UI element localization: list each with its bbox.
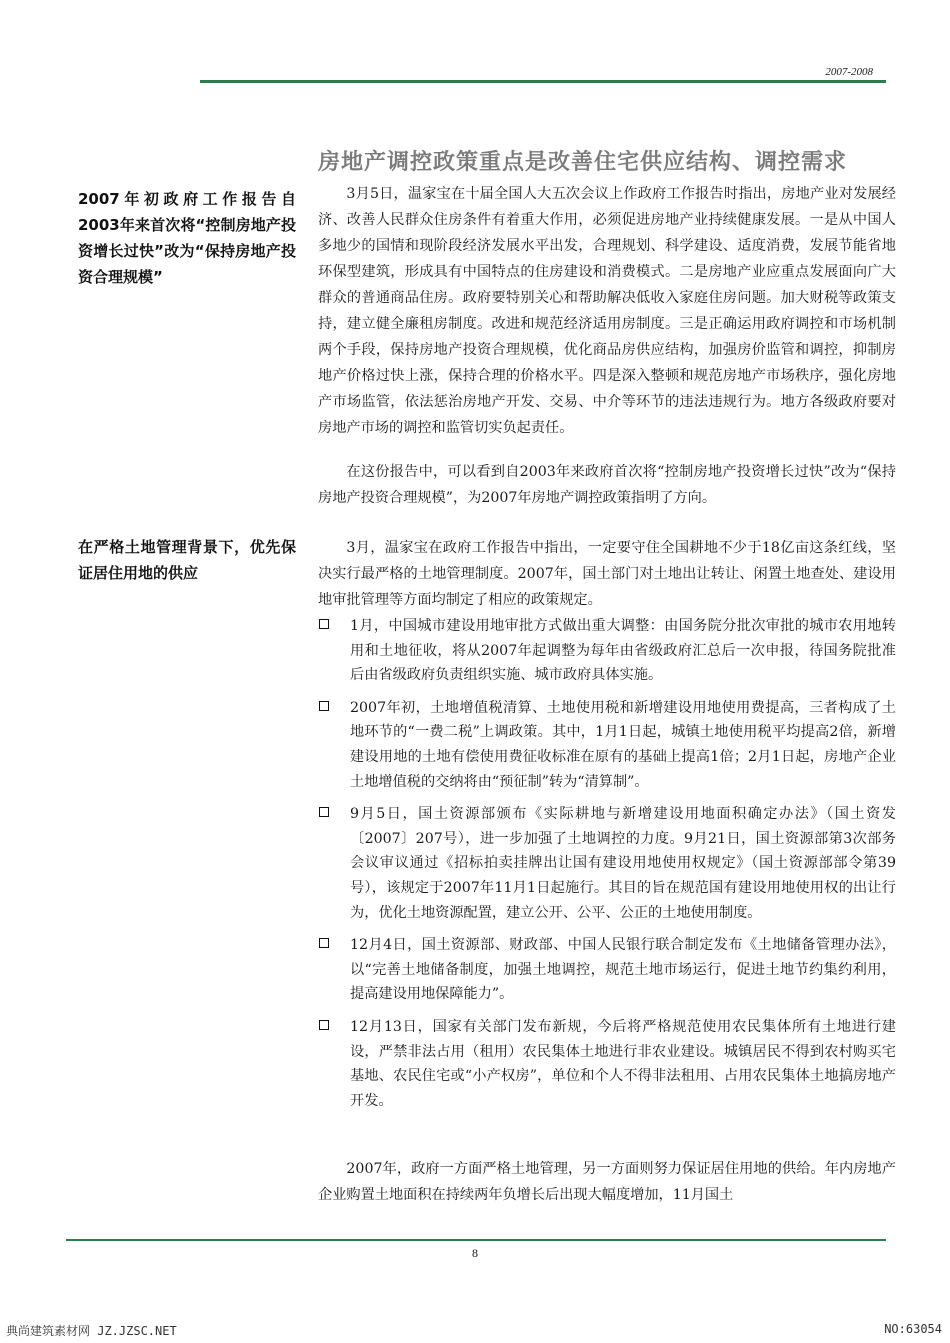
body-paragraph-1 <box>318 181 896 441</box>
sidebar-note-2: 在严格土地管理背景下，优先保证居住用地的供应 <box>78 538 296 582</box>
list-item <box>318 933 896 1007</box>
checkbox-square-icon <box>319 619 329 629</box>
checkbox-square-icon <box>319 701 329 711</box>
list-item-text: 2007年初，土地增值税清算、土地使用税和新增建设用地使用费提高，三者构成了土地环节的“一费二税”上调政策。其中，1月1日起，城镇土地使用税平均提高2倍，新增建设用地的土地有偿使用费征收标准在原有的基础上提高1倍；2月1日起，房地产企业土地增值税的交纳将由“预征制”转为“清算制”。 <box>350 699 896 790</box>
list-item <box>318 1015 896 1113</box>
list-item-text: 1月，中国城市建设用地审批方式做出重大调整：由国务院分批次审批的城市农用地转用和土地征收，将从2007年起调整为每年由省级政府汇总后一次申报，待国务院批准后由省级政府负责组织实施、城市政府具体实施。 <box>350 618 896 684</box>
checkbox-square-icon <box>319 807 329 817</box>
watermark-right: NO:63054 <box>884 1322 942 1336</box>
list-item-text: 12月13日，国家有关部门发布新规，今后将严格规范使用农民集体所有土地进行建设，严禁非法占用（租用）农民集体土地进行非农业建设。城镇居民不得到农村购买宅基地、农民住宅或“小产权房”，单位和个人不得非法租用、占用农民集体土地搞房地产开发。 <box>350 1018 896 1109</box>
list-item <box>318 802 896 925</box>
paragraph-text: 在这份报告中，可以看到自2003年来政府首次将“控制房地产投资增长过快”改为“保持房地产投资合理规模”，为2007年房地产调控政策指明了方向。 <box>318 464 896 506</box>
list-item-text: 12月4日，国土资源部、财政部、中国人民银行联合制定发布《土地储备管理办法》，以“完善土地储备制度，加强土地调控，规范土地市场运行，促进土地节约集约利用，提高建设用地保障能力”。 <box>350 937 896 1003</box>
header-rule <box>200 80 886 83</box>
paragraph-text: 2007年，政府一方面严格土地管理，另一方面则努力保证居住用地的供给。年内房地产企业购置土地面积在持续两年负增长后出现大幅度增加，11月国土 <box>318 1161 896 1203</box>
paragraph-text: 3月5日，温家宝在十届全国人大五次会议上作政府工作报告时指出，房地产业对发展经济、改善人民群众住房条件有着重大作用，必须促进房地产业持续健康发展。一是从中国人多地少的国情和现阶段经济发展水平出发，合理规划、科学建设、适度消费，发展节能省地环保型建筑，形成具有中国特点的住房建设和消费模式。二是房地产业应重点发展面向广大群众的普通商品住房。政府要特别关心和帮助解决低收入家庭住房问题。加大财税等政策支持，建立健全廉租房制度。改进和规范经济适用房制度。三是正确运用政府调控和市场机制两个手段，保持房地产投资合理规模，优化商品房供应结构，加强房价监管和调控，抑制房地产价格过快上涨，保持合理的价格水平。四是深入整顿和规范房地产市场秩序，强化房地产市场监管，依法惩治房地产开发、交易、中介等环节的违法违规行为。地方各级政府要对房地产市场的调控和监管切实负起责任。 <box>318 186 896 436</box>
footer-rule <box>66 1239 886 1241</box>
header-year: 2007-2008 <box>825 66 873 78</box>
watermark-left: 典尚建筑素材网 JZ.JZSC.NET <box>6 1324 177 1338</box>
checkbox-square-icon <box>319 938 329 948</box>
policy-bullet-list <box>318 614 896 1121</box>
list-item <box>318 614 896 688</box>
body-paragraph-2 <box>318 459 896 511</box>
paragraph-text: 3月，温家宝在政府工作报告中指出，一定要守住全国耕地不少于18亿亩这条红线，坚决实行最严格的土地管理制度。2007年，国土部门对土地出让转让、闲置土地查处、建设用地审批管理等方面均制定了相应的政策规定。 <box>318 540 896 608</box>
list-item-text: 9月5日，国土资源部颁布《实际耕地与新增建设用地面积确定办法》（国土资发〔2007〕207号），进一步加强了土地调控的力度。9月21日，国土资源部第3次部务会议审议通过《招标拍卖挂牌出让国有建设用地使用权规定》（国土资源部部令第39号），该规定于2007年11月1日起施行。其目的旨在规范国有建设用地使用权的出让行为，优化土地资源配置，建立公开、公平、公正的土地使用制度。 <box>350 806 896 921</box>
checkbox-square-icon <box>319 1020 329 1030</box>
list-item <box>318 696 896 794</box>
sidebar-note-1: 2007年初政府工作报告自2003年来首次将“控制房地产投资增长过快”改为“保持房地产投资合理规模” <box>78 190 296 286</box>
page-number: 8 <box>472 1246 478 1260</box>
body-paragraph-3 <box>318 535 896 613</box>
section-title: 房地产调控政策重点是改善住宅供应结构、调控需求 <box>318 150 848 175</box>
body-paragraph-4 <box>318 1156 896 1208</box>
